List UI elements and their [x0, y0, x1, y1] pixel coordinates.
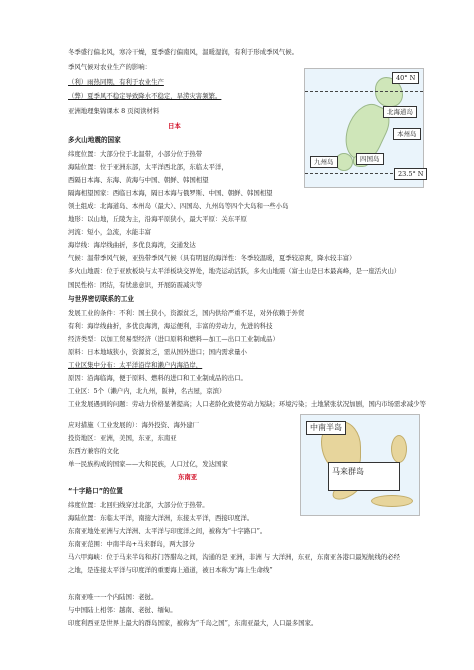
land-shape — [391, 435, 407, 463]
text-line: 之地，是连接太平洋与印度洋的重要海上通道，被日本称为“海上生命线” — [68, 566, 273, 574]
land-shape — [371, 495, 413, 507]
text-line: 应对措施（工业发展的）：海外投资、海外建厂 — [68, 421, 200, 429]
text-line: 马六甲海峡：位于马来半岛和苏门答腊岛之间，沟通的是 亚洲，非洲 与 大洋洲，东亚，东南亚各港口最短航线的必经 — [68, 553, 401, 561]
text-line: 地形：以山地，丘陵为主，沿海平原狭小，最大平原：关东平原 — [68, 215, 247, 223]
text-line: 季风气候对农业生产的影响： — [68, 63, 152, 71]
text-line: 亚洲地理集锦课本 8 页阅读材料 — [68, 107, 160, 115]
text-line: 有利：海岸线曲折，多优良海湾，海运便利，丰富的劳动力，先进的科技 — [68, 322, 273, 330]
text-line: 海岸线：海岸线曲折，多优良海湾，交通发达 — [68, 241, 196, 249]
text-line: 印度利西亚是世界上最大的群岛国家，被称为“千岛之国”，东南亚最大，人口最多国家。 — [68, 619, 318, 627]
text-line: 发展工业的条件：不利：国土狭小，资源贫乏，国内供给严重不足，对外依赖于外贸 — [68, 309, 305, 317]
text-line: 多火山地震：位于亚欧板块与太平洋板块交界处，地壳运动活跃，多火山地震（富士山是日本最高峰，是一座活火山） — [68, 267, 401, 275]
text-line: 东南亚地处亚洲与大洋洲、太平洋与印度洋之间，被称为“十字路口”。 — [68, 527, 267, 535]
text-line: 国民性格：团结，有忧患意识，开展防震减灾等 — [68, 281, 203, 289]
text-line: 原料：日本地域狭小，资源贫乏，需从国外进口；国内需求量小 — [68, 348, 247, 356]
text-line: 气候：温带季风气候，亚热带季风气候（具有明显的海洋性：冬季较温暖，夏季较凉爽，降水较丰富） — [68, 254, 356, 262]
text-line: 纬度位置：北回归线穿过北部，大部分位于热带。 — [68, 501, 209, 509]
text-line: 海陆位置：东临太平洋，南接大洋洲，东接太平洋，西接印度洋。 — [68, 514, 254, 522]
text-line: 领土组成：北海道岛、本州岛（最大）、四国岛、九州岛等四个大岛和一些小岛 — [68, 202, 289, 210]
text-line: 河流：短小，急流，水能丰富 — [68, 228, 152, 236]
latitude-line — [305, 91, 423, 92]
text-line: 工业区集中分布：太平洋沿岸和濑户内海沿岸， — [68, 361, 203, 369]
map-label: 北海道岛 — [383, 106, 417, 118]
text-line: 隔海相望国家：西临日本海，隔日本海与俄罗斯、中国、朝鲜、韩国相望 — [68, 189, 273, 197]
text-line: 投资地区：亚洲，美国，东亚，东南亚 — [68, 434, 177, 442]
land-shape — [335, 153, 353, 171]
map-label: 40° N — [392, 72, 419, 84]
text-line: 与中国陆上相邻：越南、老挝、缅甸。 — [68, 606, 177, 614]
map-label: 23.5° N — [394, 168, 427, 180]
map-label: 九州岛 — [310, 156, 338, 168]
text-line: 原因：沿海临海，便于原料、燃料的进口和工业制成品的出口。 — [68, 374, 247, 382]
text-line: 东南亚唯一一个内陆国：老挝。 — [68, 593, 158, 601]
map-label: 中南半岛 — [306, 421, 346, 435]
section-subheading: 多火山地震的国家 — [68, 136, 121, 144]
text-line: 海陆位置：位于亚洲东部，太平洋西北部，东临太平洋， — [68, 163, 228, 171]
section-subheading: 与世界密切联系的工业 — [68, 295, 134, 303]
text-line: 单一民族构成的国家——大和民族，人口过亿，发达国家 — [68, 460, 228, 468]
text-line: 工业发展遇到的问题：劳动力价格显著提高；人口老龄化致使劳动力短缺；环境污染；土地紧张状况加剧，国内市场需求减少等 — [68, 400, 426, 408]
text-line: （弊）夏季风不稳定导致降水不稳定，旱涝灾害频繁。 — [68, 92, 222, 100]
text-line: 工业区：5个（濑户内，北九州，阪神，名古屋，京滨） — [68, 387, 226, 395]
text-line: 经济类型：以加工贸易型经济（进口原料和燃料—加工—出口工业制成品） — [68, 335, 279, 343]
map-label: 本州岛 — [393, 128, 421, 140]
map-label: 马来群岛 — [328, 462, 400, 491]
text-line: 东南亚范围：中南半岛+马来群岛，两大部分 — [68, 540, 195, 548]
map-label: 四国岛 — [356, 153, 384, 165]
text-line: 西隔日本海、东海、黄海与中国、朝鲜、韩国相望 — [68, 176, 209, 184]
text-line: 冬季盛行偏北风，寒冷干燥，夏季盛行偏南风，温暖湿润，有利于形成季风气候。 — [68, 48, 299, 56]
text-line: 纬度位置：大部分位于北温带，小部分位于热带 — [68, 150, 203, 158]
text-line: 东西方兼容的文化 — [68, 447, 120, 455]
section-heading-sea: 东南亚 — [178, 473, 198, 481]
section-subheading: “十字路口”的位置 — [68, 487, 123, 495]
text-line: （利）雨热同期，有利于农业生产 — [68, 78, 164, 86]
section-heading-japan: 日本 — [168, 122, 181, 130]
